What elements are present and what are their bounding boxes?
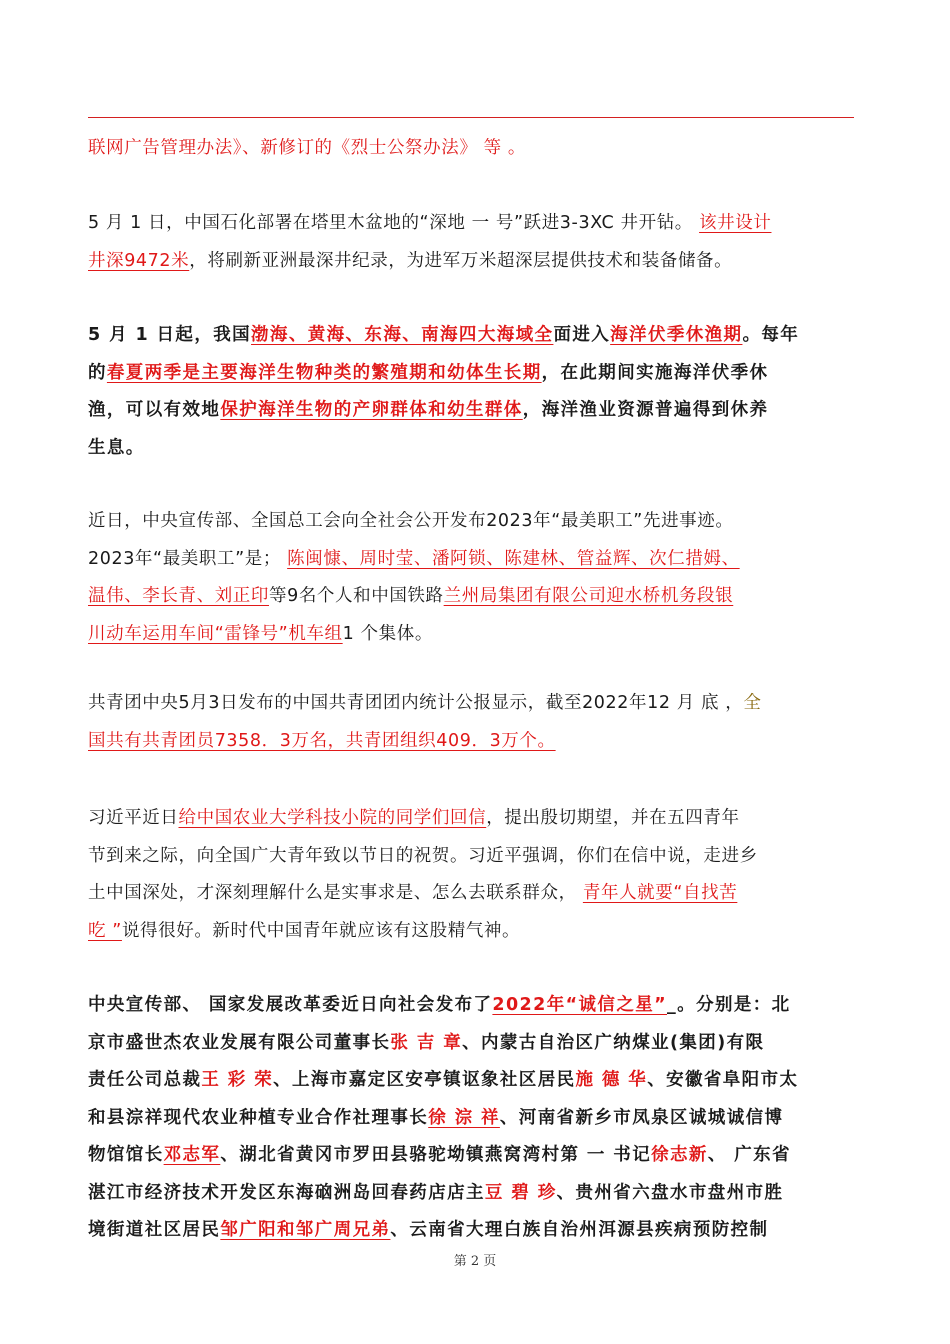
text-line [88, 685, 856, 723]
highlighted-text: 海洋伏季休渔期 [610, 325, 743, 345]
text-line [88, 578, 856, 616]
text-line [88, 355, 856, 393]
text-run: 责任公司总裁 [88, 1070, 202, 1090]
text-run: 、河南省新乡市凤泉区诚城诚信博 [499, 1107, 784, 1128]
text-line [88, 987, 856, 1025]
paragraph-law-list [88, 130, 856, 168]
highlighted-text: 徐 淙 祥 [428, 1107, 500, 1128]
highlighted-text: 春夏两季是主要海洋生物种类的繁殖期和幼体生长期 [106, 362, 542, 383]
paragraph-integrity-stars [88, 987, 856, 1250]
text-run: 、安徽省阜阳市太 [647, 1070, 799, 1090]
text-run: ，将刷新亚洲最深井纪录，为进军万米超深层提供技术和装备储备。 [189, 250, 733, 271]
highlighted-text: 川动车运用车间“雷锋号”机车组 [88, 623, 343, 644]
text-line [88, 616, 856, 654]
text-run: 、云南省大理白族自治州洱源县疾病预防控制 [390, 1220, 769, 1240]
text-run: 和县淙祥现代农业种植专业合作社理事长 [88, 1107, 429, 1128]
text-run: ，海洋渔业资源普遍得到休养 [522, 400, 769, 420]
text-run: 、上海市嘉定区安亭镇讴象社区居民 [273, 1070, 576, 1090]
text-run: 共青团中央5月3日发布的中国共青团团内统计公报显示，截至2022年12 月 底 ， [88, 693, 744, 713]
text-run: ，提出殷切期望，并在五四青年 [486, 808, 740, 828]
text-run: 近日，中央宣传部、全国总工会向全社会公开发布2023年“最美职工”先进事迹。 [88, 511, 734, 531]
text-run: 节到来之际，向全国广大青年致以节日的祝贺。习近平强调，你们在信中说，走进乡 [88, 845, 758, 866]
text-run: 面进入 [553, 325, 611, 345]
paragraph-deep-well [88, 205, 856, 280]
text-run: _。分别是：北 [667, 995, 791, 1015]
text-run: 2023年“最美职工”是； [88, 548, 288, 569]
header-rule [88, 117, 854, 118]
paragraph-youth-league-stats [88, 685, 856, 760]
highlighted-text: 温伟、李长青、刘正印 [88, 586, 269, 606]
text-run: 5 月 1 日起，我国 [88, 325, 252, 345]
text-run: 中央宣传部、 国家发展改革委近日向社会发布了 [88, 995, 493, 1015]
text-line [88, 392, 856, 430]
text-run: 物馆馆长 [88, 1145, 164, 1165]
text-line [88, 205, 856, 243]
paragraph-xi-reply-letter [88, 800, 856, 950]
text-line [88, 913, 856, 951]
text-run: 说得很好。新时代中国青年就应该有这股精气神。 [121, 920, 521, 941]
text-line [88, 723, 856, 761]
text-run: 1 个集体。 [342, 623, 433, 644]
highlighted-text: 王 彩 荣 [201, 1070, 274, 1090]
highlighted-text: 该井设计 [699, 213, 772, 233]
text-line [88, 503, 856, 541]
paragraph-fishing-moratorium [88, 317, 856, 467]
highlighted-text: 兰州局集团有限公司迎水桥机务段银 [443, 586, 734, 606]
text-run: 。每年 [742, 325, 800, 345]
highlighted-text: 给中国农业大学科技小院的同学们回信 [178, 808, 487, 828]
text-line [88, 800, 856, 838]
text-line [88, 541, 856, 579]
text-line [88, 875, 856, 913]
highlighted-text: 徐志新 [651, 1145, 708, 1165]
highlighted-text: 联网广告管理办法》、新修订的《烈士公祭办法》 等 。 [88, 138, 526, 158]
page-number: 第 2 页 [453, 1254, 497, 1269]
highlighted-text: 陈闽慷、周时莹、潘阿锁、陈建林、管益辉、次仁措姆、 [287, 548, 740, 569]
text-line [88, 1175, 856, 1213]
text-line [88, 1100, 856, 1138]
text-run: 土中国深处，才深刻理解什么是实事求是、怎么去联系群众， [88, 883, 583, 903]
text-run: 、内蒙古自治区广纳煤业(集团)有限 [462, 1032, 765, 1053]
highlighted-text: 保护海洋生物的产卵群体和幼生群体 [220, 400, 523, 420]
text-run: 渔，可以有效地 [88, 400, 221, 420]
highlighted-text: 国共有共青团员7358．3万名，共青团组织409．3万个。 [88, 730, 556, 751]
text-line [88, 1137, 856, 1175]
text-run: 京市盛世杰农业发展有限公司董事长 [88, 1032, 391, 1053]
text-run: 习近平近日 [88, 808, 179, 828]
text-run: 、湖北省黄冈市罗田县骆驼坳镇燕窝湾村第 一 书记 [220, 1145, 652, 1165]
text-run: 全 [743, 693, 762, 713]
highlighted-text: 邹广阳和邹广周兄弟 [220, 1220, 391, 1240]
text-run: 境街道社区居民 [88, 1220, 221, 1240]
text-run: 湛江市经济技术开发区东海硇洲岛回春药店店主 [88, 1182, 485, 1203]
text-line [88, 430, 856, 468]
text-run: 生息。 [88, 437, 145, 458]
text-line [88, 1025, 856, 1063]
highlighted-text: 井深9472米 [88, 250, 190, 271]
text-run: 5 月 1 日，中国石化部署在塔里木盆地的“深地 一 号”跃进3-3XC 井开钻。 [88, 213, 700, 233]
text-run: ，在此期间实施海洋伏季休 [541, 362, 769, 383]
text-line [88, 243, 856, 281]
text-line [88, 1062, 856, 1100]
text-line [88, 130, 856, 168]
text-line [88, 317, 856, 355]
highlighted-text: 豆 碧 珍 [484, 1182, 557, 1203]
text-run: 等9名个人和中国铁路 [269, 586, 444, 606]
text-run: 、贵州省六盘水市盘州市胜 [556, 1182, 784, 1203]
text-line [88, 838, 856, 876]
paragraph-best-workers [88, 503, 856, 653]
text-line [88, 1212, 856, 1250]
highlighted-text: 施 德 华 [575, 1070, 648, 1090]
highlighted-text: 渤海、黄海、东海、南海四大海域全 [251, 325, 554, 345]
text-run: 的 [88, 362, 107, 383]
text-run: 、 广东省 [707, 1145, 791, 1165]
highlighted-text: 吃 ” [88, 920, 122, 941]
highlighted-text: 邓志军 [163, 1145, 221, 1165]
highlighted-text: 2022年“诚信之星” [492, 995, 668, 1015]
highlighted-text: 张 吉 章 [390, 1032, 463, 1053]
highlighted-text: 青年人就要“自找苦 [582, 883, 738, 903]
